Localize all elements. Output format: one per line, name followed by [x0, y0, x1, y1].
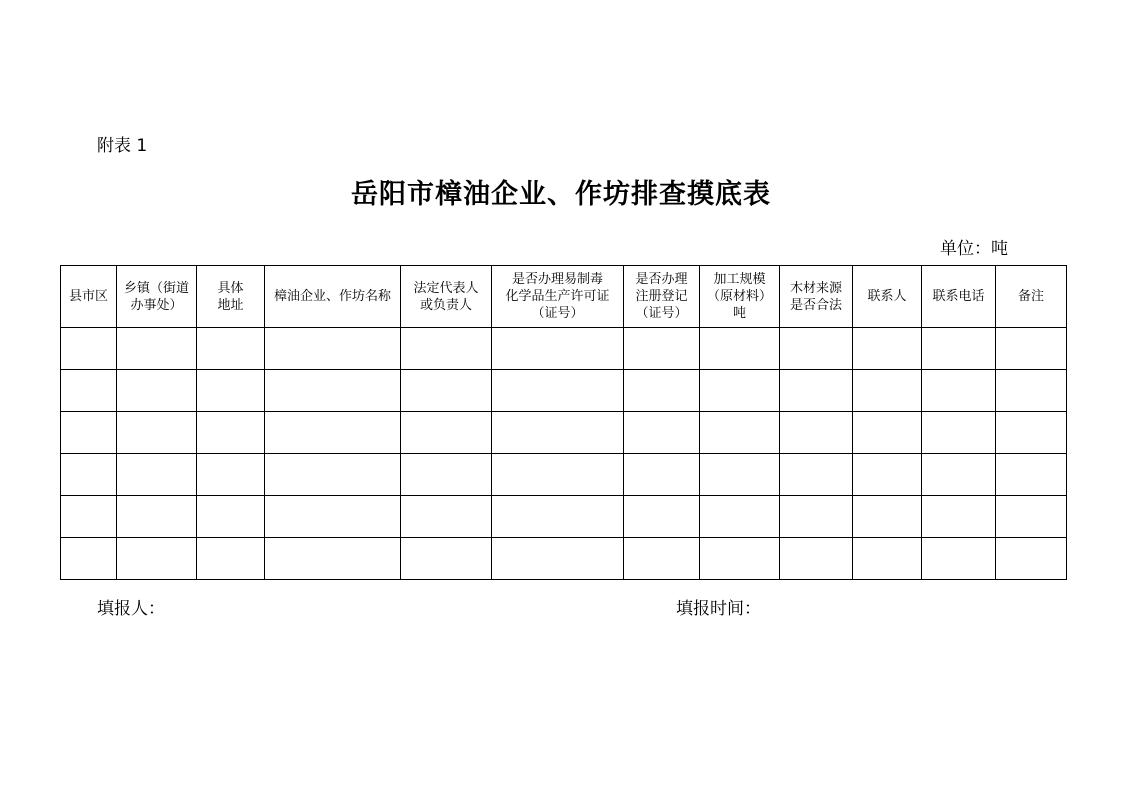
- table-cell[interactable]: [492, 454, 624, 496]
- table-cell[interactable]: [624, 496, 700, 538]
- table-cell[interactable]: [61, 328, 117, 370]
- table-cell[interactable]: [117, 328, 197, 370]
- table-cell[interactable]: [117, 496, 197, 538]
- fill-time-label: 填报时间：: [676, 599, 761, 619]
- table-cell[interactable]: [922, 412, 996, 454]
- table-cell[interactable]: [197, 328, 265, 370]
- table-row: [61, 538, 1067, 580]
- col-header-precursor-license: 是否办理易制毒 化学品生产许可证 （证号）: [492, 266, 624, 328]
- table-cell[interactable]: [853, 412, 922, 454]
- col-header-legal-rep: 法定代表人 或负责人: [401, 266, 492, 328]
- table-cell[interactable]: [700, 370, 780, 412]
- table-cell[interactable]: [61, 538, 117, 580]
- table-cell[interactable]: [401, 328, 492, 370]
- table-cell[interactable]: [996, 496, 1067, 538]
- col-header-contact: 联系人: [853, 266, 922, 328]
- table-cell[interactable]: [996, 454, 1067, 496]
- table-row: [61, 328, 1067, 370]
- table-cell[interactable]: [700, 454, 780, 496]
- table-cell[interactable]: [401, 454, 492, 496]
- table-cell[interactable]: [780, 496, 853, 538]
- table-cell[interactable]: [853, 328, 922, 370]
- table-cell[interactable]: [117, 538, 197, 580]
- table-cell[interactable]: [624, 454, 700, 496]
- table-cell[interactable]: [265, 538, 401, 580]
- col-header-address: 具体 地址: [197, 266, 265, 328]
- table-cell[interactable]: [700, 328, 780, 370]
- table-cell[interactable]: [700, 412, 780, 454]
- table-cell[interactable]: [700, 496, 780, 538]
- survey-table: [60, 265, 1067, 580]
- table-cell[interactable]: [117, 454, 197, 496]
- table-cell[interactable]: [197, 496, 265, 538]
- table-cell[interactable]: [922, 496, 996, 538]
- table-cell[interactable]: [780, 370, 853, 412]
- table-cell[interactable]: [265, 496, 401, 538]
- table-cell[interactable]: [197, 370, 265, 412]
- table-cell[interactable]: [492, 328, 624, 370]
- table-cell[interactable]: [780, 538, 853, 580]
- table-row: [61, 412, 1067, 454]
- table-cell[interactable]: [624, 538, 700, 580]
- table-cell[interactable]: [265, 328, 401, 370]
- col-header-registration: 是否办理 注册登记 （证号）: [624, 266, 700, 328]
- page-title: 岳阳市樟油企业、作坊排查摸底表: [351, 179, 771, 210]
- table-row: [61, 454, 1067, 496]
- table-cell[interactable]: [624, 412, 700, 454]
- table-cell[interactable]: [624, 370, 700, 412]
- table-cell[interactable]: [401, 496, 492, 538]
- table-cell[interactable]: [780, 328, 853, 370]
- table-cell[interactable]: [996, 370, 1067, 412]
- col-header-county: 县市区: [61, 266, 117, 328]
- table-cell[interactable]: [401, 370, 492, 412]
- table-cell[interactable]: [853, 496, 922, 538]
- col-header-phone: 联系电话: [922, 266, 996, 328]
- table-cell[interactable]: [197, 412, 265, 454]
- table-cell[interactable]: [700, 538, 780, 580]
- table-header-row: [61, 266, 1067, 328]
- table-cell[interactable]: [401, 412, 492, 454]
- table-cell[interactable]: [922, 370, 996, 412]
- table-cell[interactable]: [265, 412, 401, 454]
- table-cell[interactable]: [624, 328, 700, 370]
- table-cell[interactable]: [996, 412, 1067, 454]
- table-cell[interactable]: [853, 538, 922, 580]
- table-cell[interactable]: [117, 370, 197, 412]
- table-row: [61, 370, 1067, 412]
- col-header-wood-source: 木材来源 是否合法: [780, 266, 853, 328]
- table-cell[interactable]: [492, 370, 624, 412]
- table-cell[interactable]: [61, 370, 117, 412]
- table-cell[interactable]: [265, 370, 401, 412]
- table-cell[interactable]: [197, 538, 265, 580]
- table-cell[interactable]: [197, 454, 265, 496]
- table-cell[interactable]: [492, 538, 624, 580]
- table-cell[interactable]: [401, 538, 492, 580]
- table-cell[interactable]: [61, 496, 117, 538]
- col-header-remarks: 备注: [996, 266, 1067, 328]
- table-cell[interactable]: [61, 454, 117, 496]
- table-cell[interactable]: [853, 370, 922, 412]
- table-cell[interactable]: [492, 412, 624, 454]
- table-cell[interactable]: [492, 496, 624, 538]
- col-header-enterprise-name: 樟油企业、作坊名称: [265, 266, 401, 328]
- table-cell[interactable]: [922, 538, 996, 580]
- unit-label: 单位：吨: [940, 239, 1008, 259]
- table-cell[interactable]: [996, 328, 1067, 370]
- table-cell[interactable]: [996, 538, 1067, 580]
- table-cell[interactable]: [853, 454, 922, 496]
- table-cell[interactable]: [780, 412, 853, 454]
- col-header-processing-scale: 加工规模 （原材料） 吨: [700, 266, 780, 328]
- table-cell[interactable]: [922, 454, 996, 496]
- col-header-township: 乡镇（街道 办事处）: [117, 266, 197, 328]
- table-cell[interactable]: [117, 412, 197, 454]
- table-row: [61, 496, 1067, 538]
- appendix-label: 附表 1: [97, 136, 148, 156]
- filler-label: 填报人：: [97, 599, 165, 619]
- table-body: [61, 328, 1067, 580]
- table-cell[interactable]: [780, 454, 853, 496]
- table-cell[interactable]: [61, 412, 117, 454]
- table-cell[interactable]: [265, 454, 401, 496]
- table-cell[interactable]: [922, 328, 996, 370]
